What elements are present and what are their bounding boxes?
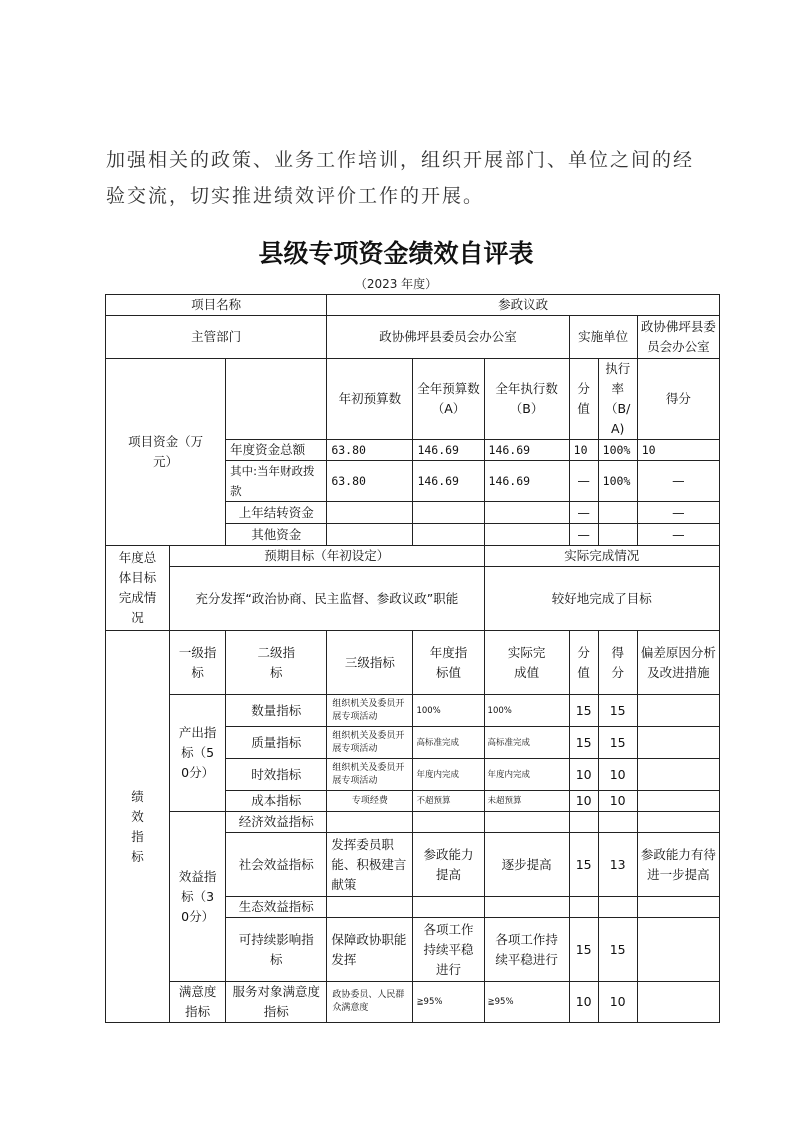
score-value: 15 xyxy=(569,833,598,897)
table-row xyxy=(106,546,720,567)
fund-initial: 63.80 xyxy=(327,440,413,461)
deviation-note xyxy=(637,982,719,1023)
column-header: 全年执行数（B） xyxy=(484,359,569,440)
actual-goal-label: 实际完成情况 xyxy=(484,546,719,567)
table-row xyxy=(106,359,720,440)
table-row xyxy=(106,631,720,695)
column-header: 年初预算数 xyxy=(327,359,413,440)
indicators-label: 绩效指标 xyxy=(106,631,170,1023)
score: 10 xyxy=(598,791,637,812)
fund-annual: 146.69 xyxy=(413,461,484,502)
fund-score: — xyxy=(637,502,719,524)
level2-indicator: 成本指标 xyxy=(226,791,327,812)
project-name-label: 项目名称 xyxy=(106,295,327,316)
level3-indicator: 专项经费 xyxy=(327,791,413,812)
table-cell xyxy=(226,359,327,440)
deviation-note xyxy=(637,727,719,759)
deviation-note xyxy=(637,897,719,918)
level2-indicator: 数量指标 xyxy=(226,695,327,727)
fund-rate: 100% xyxy=(598,440,637,461)
column-header: 实际完成值 xyxy=(484,631,569,695)
score-value xyxy=(569,812,598,833)
actual-value: 未超预算 xyxy=(484,791,569,812)
indicator-row xyxy=(106,812,720,833)
intro-line: 加强相关的政策、业务工作培训，组织开展部门、单位之间的经 xyxy=(106,149,695,171)
page-title: 县级专项资金绩效自评表 xyxy=(258,239,534,268)
column-header: 得分 xyxy=(637,359,719,440)
level3-indicator xyxy=(327,812,413,833)
level2-indicator: 社会效益指标 xyxy=(226,833,327,897)
funds-label: 项目资金（万元） xyxy=(106,359,226,546)
fund-initial xyxy=(327,502,413,524)
actual-value: 高标准完成 xyxy=(484,727,569,759)
fund-score-value: — xyxy=(569,461,598,502)
actual-goal: 较好地完成了目标 xyxy=(484,567,719,631)
score: 15 xyxy=(598,695,637,727)
score-value: 10 xyxy=(569,982,598,1023)
fund-score-value: — xyxy=(569,524,598,546)
column-header: 执行率（B/A) xyxy=(598,359,637,440)
score-value xyxy=(569,897,598,918)
deviation-note: 参政能力有待进一步提高 xyxy=(637,833,719,897)
score: 15 xyxy=(598,918,637,982)
dept-label: 主管部门 xyxy=(106,316,327,359)
level3-indicator: 组织机关及委员开展专项活动 xyxy=(327,759,413,791)
deviation-note xyxy=(637,759,719,791)
column-header: 分值 xyxy=(569,631,598,695)
column-header: 分值 xyxy=(569,359,598,440)
benefit-indicator-label: 效益指标（30分） xyxy=(170,812,226,982)
deviation-note xyxy=(637,695,719,727)
deviation-note xyxy=(637,791,719,812)
score: 15 xyxy=(598,727,637,759)
intro-line: 验交流，切实推进绩效评价工作的开展。 xyxy=(106,185,485,207)
level3-indicator: 组织机关及委员开展专项活动 xyxy=(327,727,413,759)
fund-rate: 100% xyxy=(598,461,637,502)
column-header: 三级指标 xyxy=(327,631,413,695)
deviation-note xyxy=(637,918,719,982)
fund-score: 10 xyxy=(637,440,719,461)
level2-indicator: 生态效益指标 xyxy=(226,897,327,918)
fund-rate xyxy=(598,502,637,524)
target-value: 100% xyxy=(413,695,484,727)
column-header: 年度指标值 xyxy=(413,631,484,695)
actual-value xyxy=(484,812,569,833)
fund-initial: 63.80 xyxy=(327,461,413,502)
score xyxy=(598,812,637,833)
fund-score: — xyxy=(637,461,719,502)
unit-label: 实施单位 xyxy=(569,316,637,359)
fund-executed xyxy=(484,524,569,546)
actual-value: 100% xyxy=(484,695,569,727)
column-header: 得分 xyxy=(598,631,637,695)
dept-value: 政协佛坪县委员会办公室 xyxy=(327,316,569,359)
fund-name: 上年结转资金 xyxy=(226,502,327,524)
output-indicator-label: 产出指标（50分） xyxy=(170,695,226,812)
target-value xyxy=(413,897,484,918)
level2-indicator: 经济效益指标 xyxy=(226,812,327,833)
column-header: 一级指标 xyxy=(170,631,226,695)
table-row xyxy=(106,567,720,631)
score-value: 10 xyxy=(569,759,598,791)
fund-name: 其中:当年财政拨款 xyxy=(226,461,327,502)
target-value: 各项工作持续平稳进行 xyxy=(413,918,484,982)
expected-goal: 充分发挥“政治协商、民主监督、参政议政”职能 xyxy=(170,567,484,631)
project-name: 参政议政 xyxy=(327,295,720,316)
column-header: 全年预算数（A） xyxy=(413,359,484,440)
level2-indicator: 质量指标 xyxy=(226,727,327,759)
actual-value: 各项工作持续平稳进行 xyxy=(484,918,569,982)
score: 10 xyxy=(598,759,637,791)
target-value xyxy=(413,812,484,833)
score xyxy=(598,897,637,918)
satisfaction-indicator-label: 满意度指标 xyxy=(170,982,226,1023)
target-value: 年度内完成 xyxy=(413,759,484,791)
level2-indicator: 服务对象满意度指标 xyxy=(226,982,327,1023)
table-row xyxy=(106,316,720,359)
actual-value: 逐步提高 xyxy=(484,833,569,897)
target-value: 参政能力提高 xyxy=(413,833,484,897)
level3-indicator: 发挥委员职能、积极建言献策 xyxy=(327,833,413,897)
level2-indicator: 时效指标 xyxy=(226,759,327,791)
target-value: ≧95% xyxy=(413,982,484,1023)
fund-annual xyxy=(413,524,484,546)
fund-rate xyxy=(598,524,637,546)
level3-indicator: 政协委员、人民群众满意度 xyxy=(327,982,413,1023)
table-row xyxy=(106,295,720,316)
target-value: 高标准完成 xyxy=(413,727,484,759)
level3-indicator: 组织机关及委员开展专项活动 xyxy=(327,695,413,727)
column-header: 二级指标 xyxy=(226,631,327,695)
column-header: 偏差原因分析及改进措施 xyxy=(637,631,719,695)
fund-initial xyxy=(327,524,413,546)
score-value: 15 xyxy=(569,695,598,727)
fund-annual xyxy=(413,502,484,524)
indicator-row xyxy=(106,695,720,727)
intro-paragraph xyxy=(106,142,706,214)
fund-executed xyxy=(484,502,569,524)
unit-value: 政协佛坪县委员会办公室 xyxy=(637,316,719,359)
score: 13 xyxy=(598,833,637,897)
fund-score-value: — xyxy=(569,502,598,524)
actual-value: ≧95% xyxy=(484,982,569,1023)
fund-name: 年度资金总额 xyxy=(226,440,327,461)
fund-score-value: 10 xyxy=(569,440,598,461)
fund-executed: 146.69 xyxy=(484,461,569,502)
target-value: 不超预算 xyxy=(413,791,484,812)
actual-value: 年度内完成 xyxy=(484,759,569,791)
indicator-row xyxy=(106,982,720,1023)
year-label: （2023 年度） xyxy=(354,277,438,291)
level3-indicator: 保障政协职能发挥 xyxy=(327,918,413,982)
self-evaluation-table xyxy=(105,294,720,1023)
goals-label: 年度总体目标完成情况 xyxy=(106,546,170,631)
expected-goal-label: 预期目标（年初设定） xyxy=(170,546,484,567)
level3-indicator xyxy=(327,897,413,918)
actual-value xyxy=(484,897,569,918)
score-value: 10 xyxy=(569,791,598,812)
deviation-note xyxy=(637,812,719,833)
fund-score: — xyxy=(637,524,719,546)
fund-executed: 146.69 xyxy=(484,440,569,461)
fund-name: 其他资金 xyxy=(226,524,327,546)
score-value: 15 xyxy=(569,727,598,759)
score-value: 15 xyxy=(569,918,598,982)
level2-indicator: 可持续影响指标 xyxy=(226,918,327,982)
fund-annual: 146.69 xyxy=(413,440,484,461)
score: 10 xyxy=(598,982,637,1023)
